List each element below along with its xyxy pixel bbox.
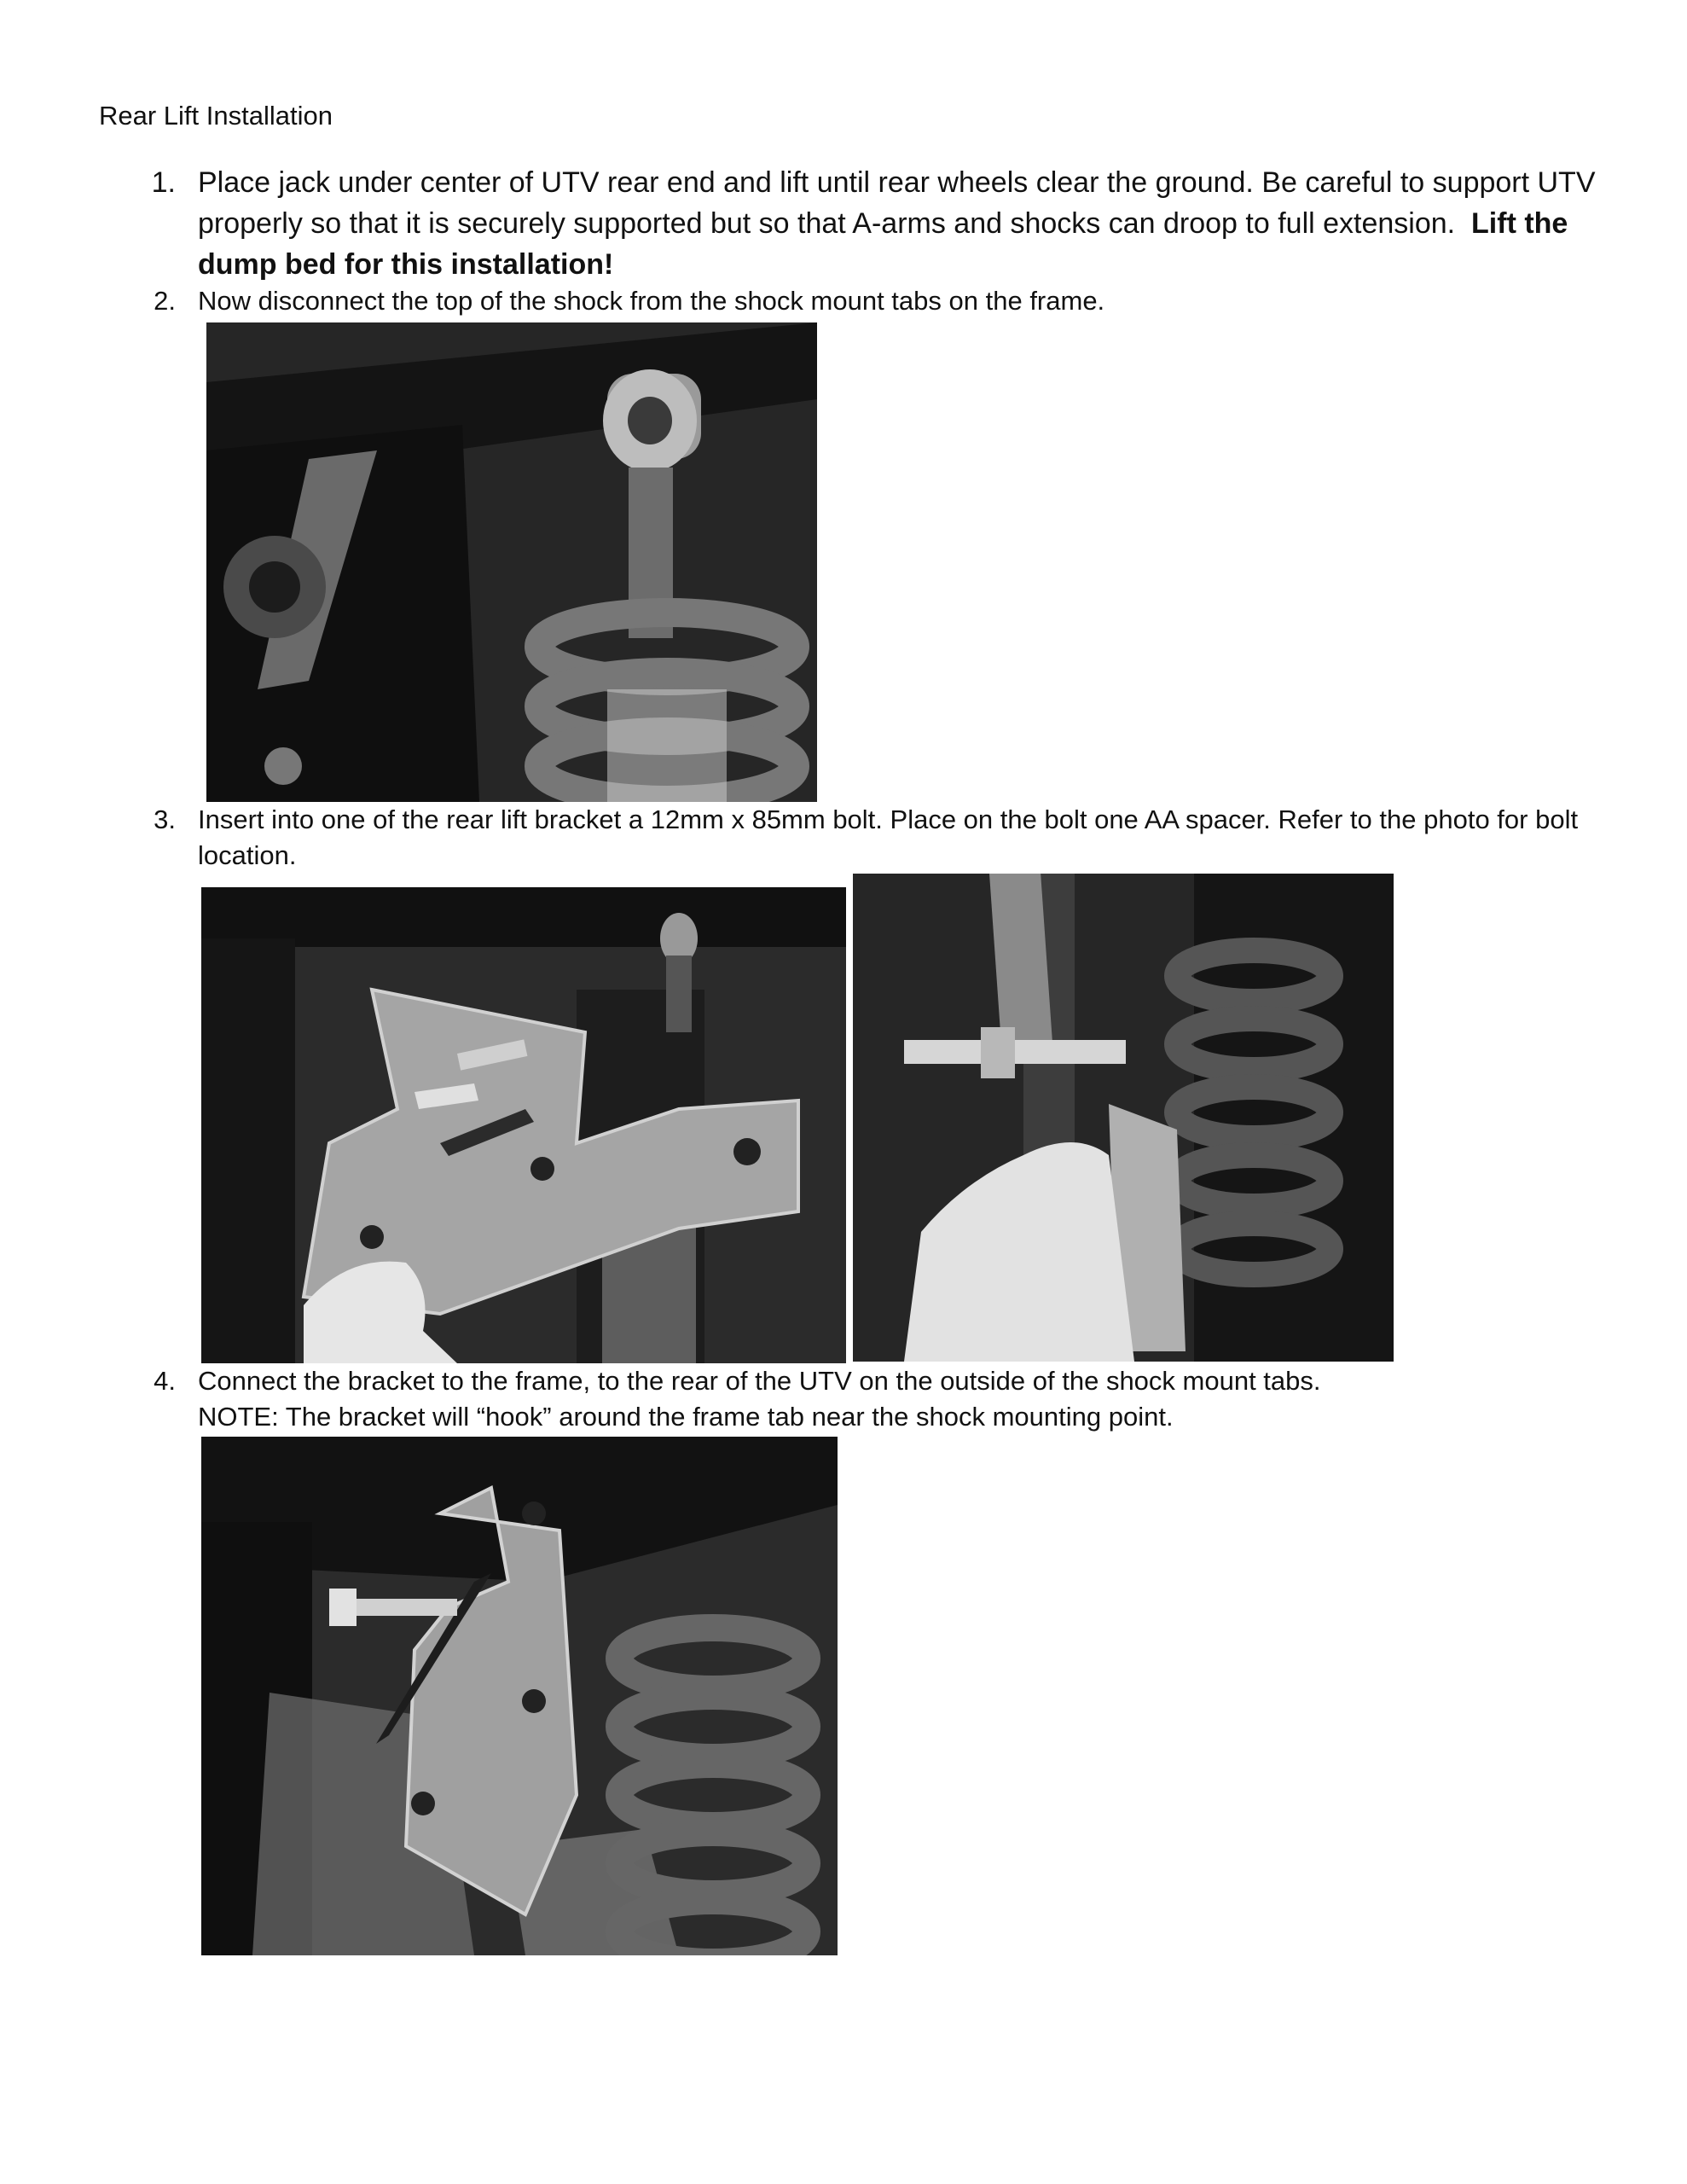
shock-mount-photo [206, 322, 817, 802]
bracket-bolt-photo [201, 887, 846, 1363]
step-warning: Lift the dump bed for this installation! [198, 207, 1568, 281]
step-number: 2. [154, 286, 176, 316]
step-3 [147, 802, 1579, 879]
step-4 [147, 1363, 1562, 1440]
step-number: 1. [151, 166, 176, 199]
page-title: Rear Lift Installation [99, 101, 333, 131]
step-text: Connect the bracket to the frame, to the rear of the UTV on the outside of the shock mount tabs. NOTE: The bracket will “hook” around the frame tab near the shock mounting point. [198, 1363, 1597, 1435]
step-text: Place jack under center of UTV rear end and lift until rear wheels clear the ground. Be careful to support UTV properly so that it is securely supported but so that A-arms and shocks can droop to full extension. Lift the dump bed for this installation! [198, 166, 1596, 281]
step-2 [147, 283, 1562, 321]
bracket-installed-photo [201, 1437, 838, 1955]
step-note: NOTE: The bracket will “hook” around the frame tab near the shock mounting point. [198, 1402, 1174, 1432]
step-number: 4. [154, 1366, 176, 1396]
step-text: Insert into one of the rear lift bracket a 12mm x 85mm bolt. Place on the bolt one AA spacer. Refer to the photo for bolt location. [198, 804, 1579, 870]
bolt-location-photo [853, 874, 1394, 1362]
step-number: 3. [154, 804, 176, 834]
step-1 [147, 162, 1596, 290]
step-text: Now disconnect the top of the shock from the shock mount tabs on the frame. [198, 286, 1105, 316]
